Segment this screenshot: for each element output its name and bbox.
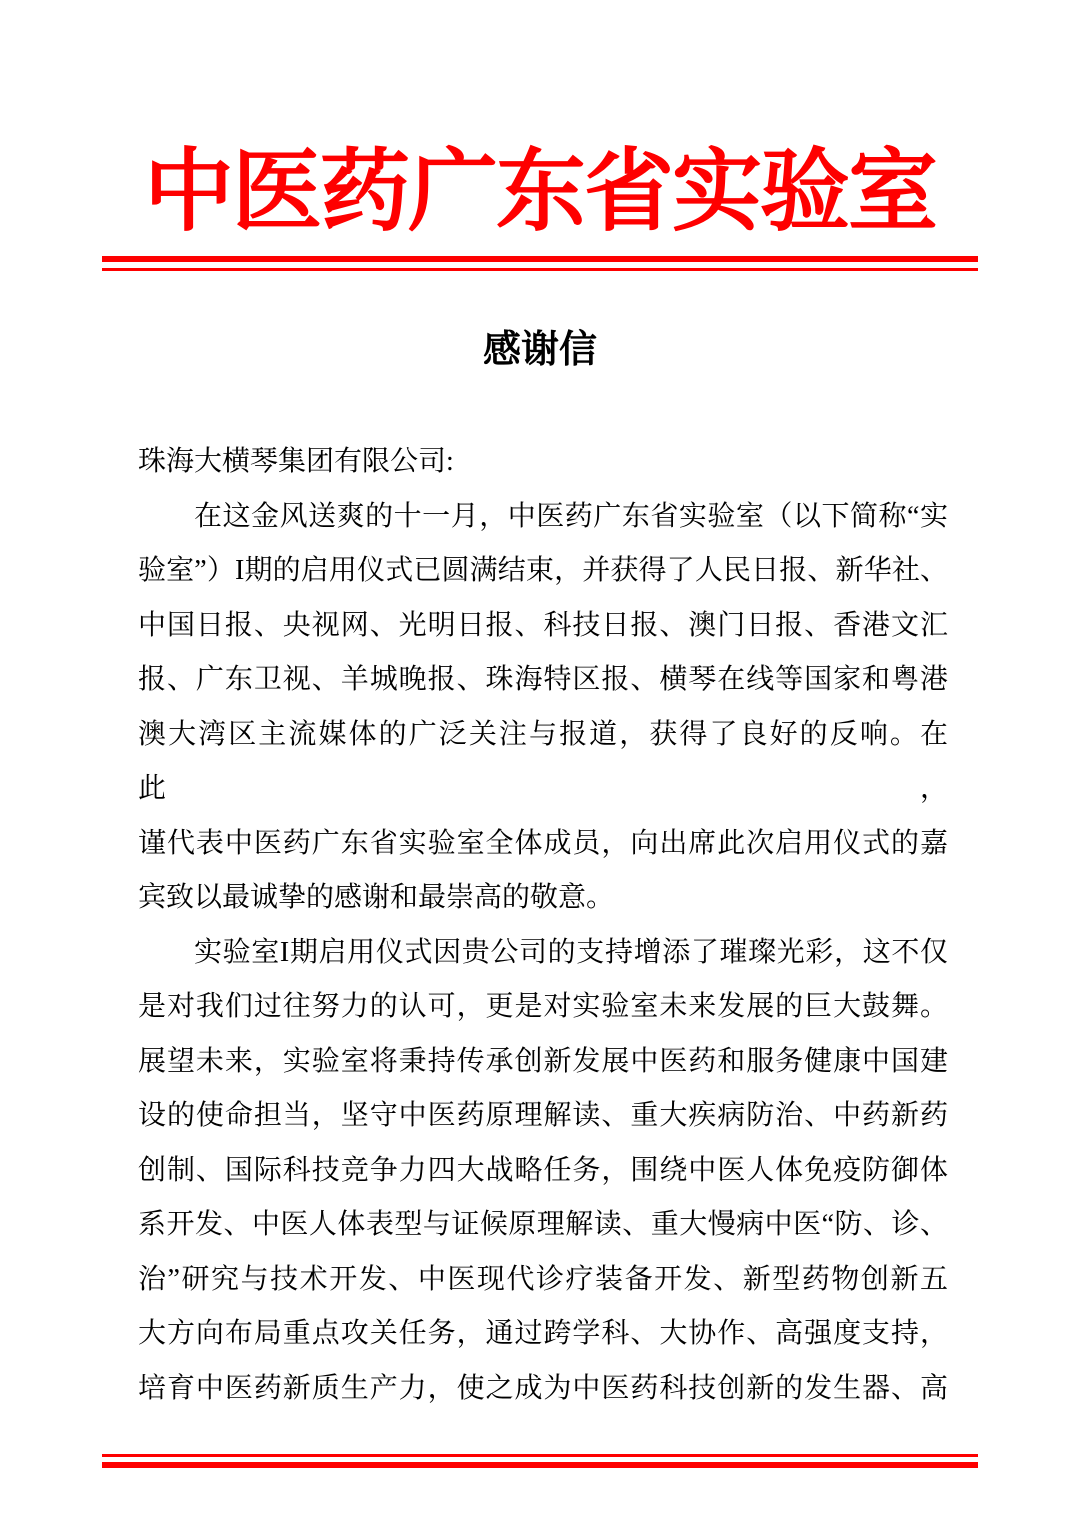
letter-title: 感谢信 [482,329,597,371]
body-line: 培育中医药新质生产力，使之成为中医药科技创新的发生器、高 [138,1372,948,1404]
body-line: 是对我们过往努力的认可，更是对实验室未来发展的巨大鼓舞。 [138,991,948,1022]
letterhead-double-rule [102,256,978,271]
body-line: 谨代表中医药广东省实验室全体成员，向出席此次启用仪式的嘉 [138,827,948,859]
footer-double-rule [102,1454,978,1468]
letter-footer [0,1454,1080,1468]
body-line: 设的使命担当，坚守中医药原理解读、重大疾病防治、中药新药 [138,1100,948,1131]
letter-content [0,329,1080,1416]
salutation: 珠海大横琴集团有限公司: [138,446,454,477]
letter-body [138,435,948,1416]
body-line: 中国日报、央视网、光明日报、科技日报、澳门日报、香港文汇 [138,609,948,641]
rule-thick-line [102,1462,978,1468]
letterhead-org-name: 中医药广东省实验室 [144,143,936,242]
body-line: 报、广东卫视、羊城晚报、珠海特区报、横琴在线等国家和粤港 [138,664,948,695]
body-line: 展望未来，实验室将秉持传承创新发展中医药和服务健康中国建 [138,1045,948,1077]
letterhead [0,140,1080,271]
body-line: 治”研究与技术开发、中医现代诊疗装备开发、新型药物创新五 [138,1263,948,1295]
body-line: 创制、国际科技竞争力四大战略任务，围绕中医人体免疫防御体 [138,1154,948,1186]
body-line: 系开发、中医人体表型与证候原理解读、重大慢病中医“防、诊、 [138,1209,948,1240]
body-line: 宾致以最诚挚的感谢和最崇高的敬意。 [138,882,615,913]
body-line: 澳大湾区主流媒体的广泛关注与报道，获得了良好的反响。在此， [138,718,948,804]
body-line: 实验室I期启用仪式因贵公司的支持增添了璀璨光彩，这不仅 [194,936,948,968]
body-line: 验室”）I期的启用仪式已圆满结束，并获得了人民日报、新华社、 [138,555,948,586]
body-line: 在这金风送爽的十一月，中医药广东省实验室（以下简称“实 [194,500,948,532]
body-line: 大方向布局重点攻关任务，通过跨学科、大协作、高强度支持， [138,1318,948,1349]
rule-thin-line [102,268,978,271]
